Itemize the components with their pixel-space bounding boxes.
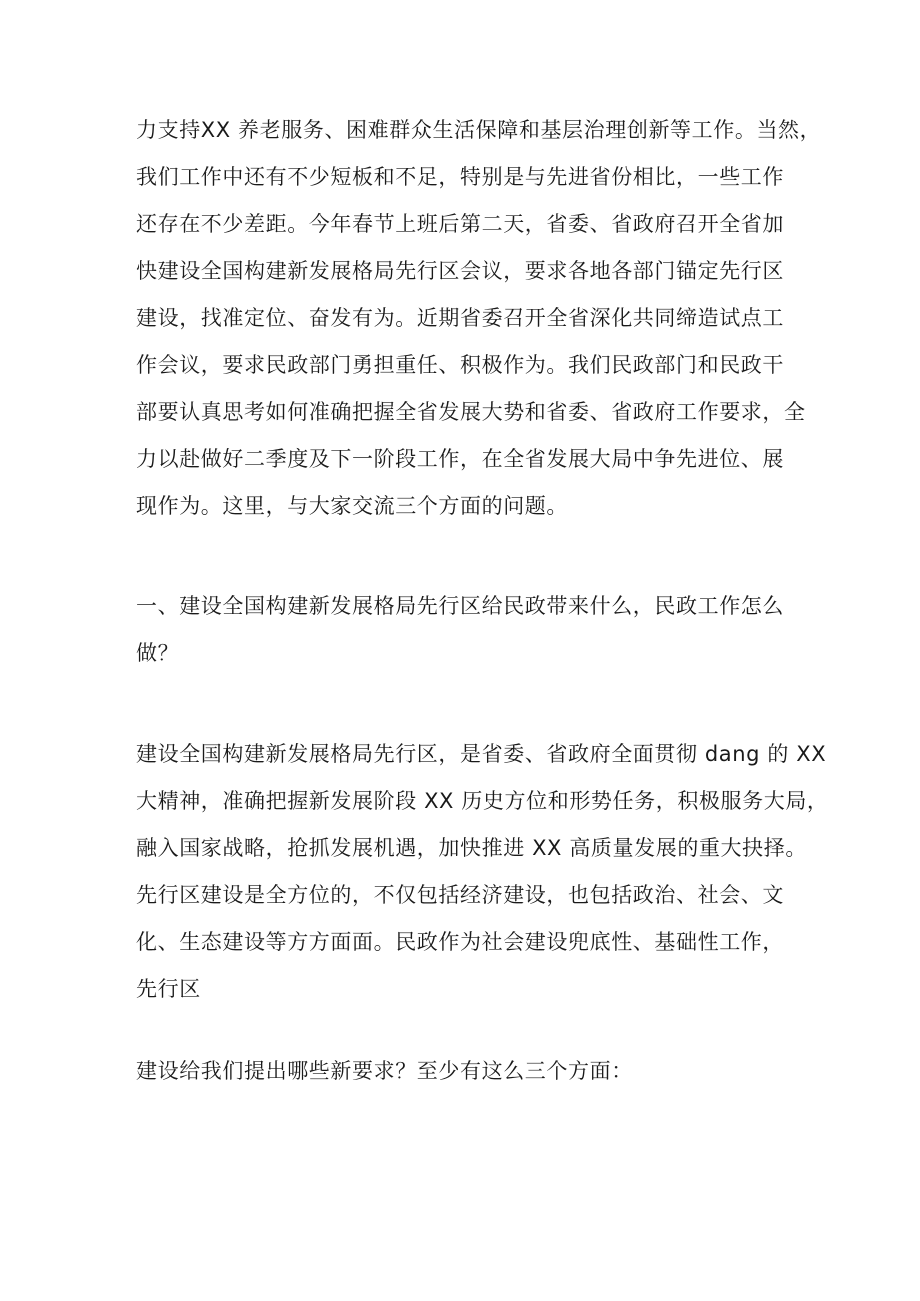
paragraph-2-line-2: 大精神，准确把握新发展阶段 XX 历史方位和形势任务，积极服务大局， <box>136 789 829 813</box>
paragraph-2-line-6: 先行区 <box>136 977 201 1001</box>
paragraph-2-line-3: 融入国家战略，抢抓发展机遇，加快推进 XX 高质量发展的重大抉择。 <box>136 836 807 860</box>
paragraph-1-line-4: 快建设全国构建新发展格局先行区会议，要求各地各部门锚定先行区 <box>136 259 784 283</box>
paragraph-1-line-8: 力以赴做好二季度及下一阶段工作，在全省发展大局中争先进位、展 <box>136 447 784 471</box>
paragraph-2-line-5: 化、生态建设等方方面面。民政作为社会建设兜底性、基础性工作， <box>136 930 784 954</box>
heading-1-line-1: 一、建设全国构建新发展格局先行区给民政带来什么，民政工作怎么 <box>136 594 784 618</box>
paragraph-1-line-5: 建设，找准定位、奋发有为。近期省委召开全省深化共同缔造试点工 <box>136 306 784 330</box>
paragraph-2-line-4: 先行区建设是全方位的，不仅包括经济建设，也包括政治、社会、文 <box>136 883 784 907</box>
paragraph-3-line-1: 建设给我们提出哪些新要求？至少有这么三个方面： <box>136 1059 633 1083</box>
paragraph-1-line-2: 我们工作中还有不少短板和不足，特别是与先进省份相比，一些工作 <box>136 165 784 189</box>
paragraph-1-line-7: 部要认真思考如何准确把握全省发展大势和省委、省政府工作要求，全 <box>136 400 806 424</box>
paragraph-1-line-1: 力支持XX 养老服务、困难群众生活保障和基层治理创新等工作。当然， <box>136 118 822 142</box>
heading-1-line-2: 做？ <box>136 641 180 665</box>
paragraph-1-line-9: 现作为。这里，与大家交流三个方面的问题。 <box>136 494 568 518</box>
paragraph-1-line-3: 还存在不少差距。今年春节上班后第二天，省委、省政府召开全省加 <box>136 212 784 236</box>
paragraph-1-line-6: 作会议，要求民政部门勇担重任、积极作为。我们民政部门和民政干 <box>136 353 784 377</box>
paragraph-2-line-1: 建设全国构建新发展格局先行区，是省委、省政府全面贯彻 dang 的 XX <box>136 742 827 766</box>
